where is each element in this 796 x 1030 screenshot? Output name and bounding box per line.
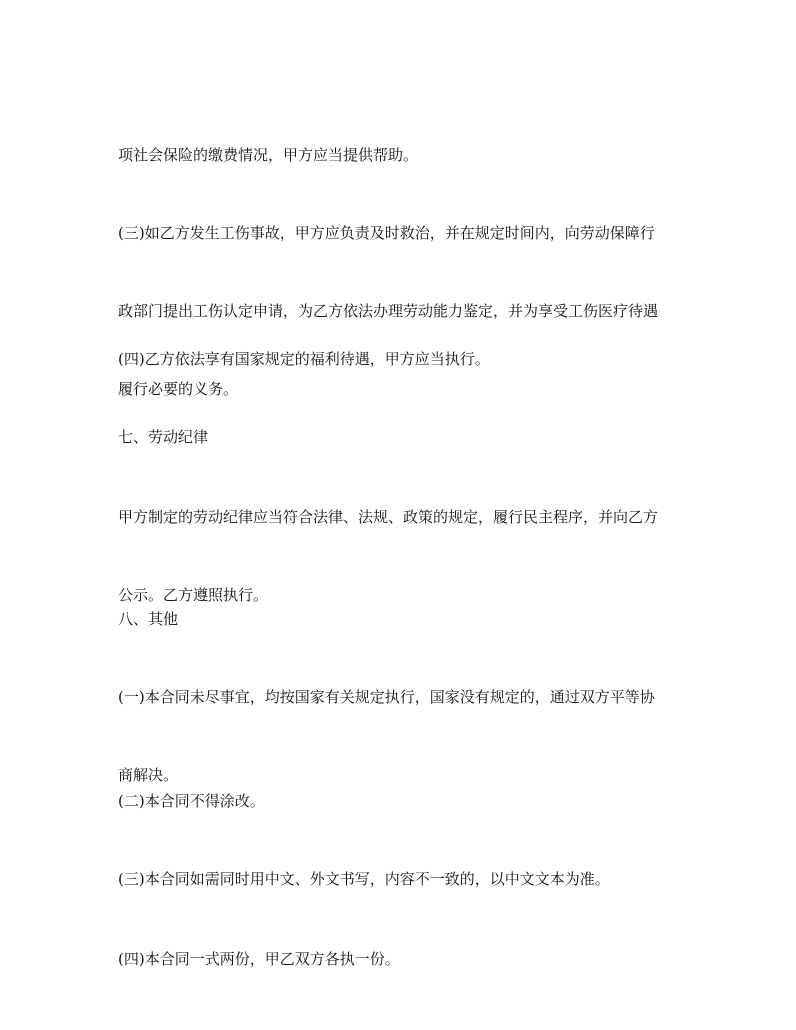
text-line: (三)本合同如需同时用中文、外文书写，内容不一致的，以中文文本为准。 [118,870,610,888]
text-line: (四)乙方依法享有国家规定的福利待遇，甲方应当执行。 [118,350,490,368]
heading-text: 八、其他 [118,610,179,628]
text-line: 商解决。 [118,766,179,784]
heading-text: 七、劳动纪律 [118,428,209,446]
text-line: 甲方制定的劳动纪律应当符合法律、法规、政策的规定，履行民主程序，并向乙方 [118,508,659,526]
text-line: 项社会保险的缴费情况，甲方应当提供帮助。 [118,146,419,164]
paragraph-copies [118,894,682,1024]
text-line: 履行必要的义务。 [118,380,239,398]
text-line: 公示。乙方遵照执行。 [118,586,269,604]
text-line: (二)本合同不得涂改。 [118,792,265,810]
text-line: (三)如乙方发生工伤事故，甲方应负责及时救治，并在规定时间内，向劳动保障行 [118,224,655,242]
text-line: 政部门提出工伤认定申请，为乙方依法办理劳动能力鉴定，并为享受工伤医疗待遇 [118,302,659,320]
text-line: (四)本合同一式两份，甲乙双方各执一份。 [118,950,400,968]
text-line: (一)本合同未尽事宜，均按国家有关规定执行，国家没有规定的，通过双方平等协 [118,688,655,706]
